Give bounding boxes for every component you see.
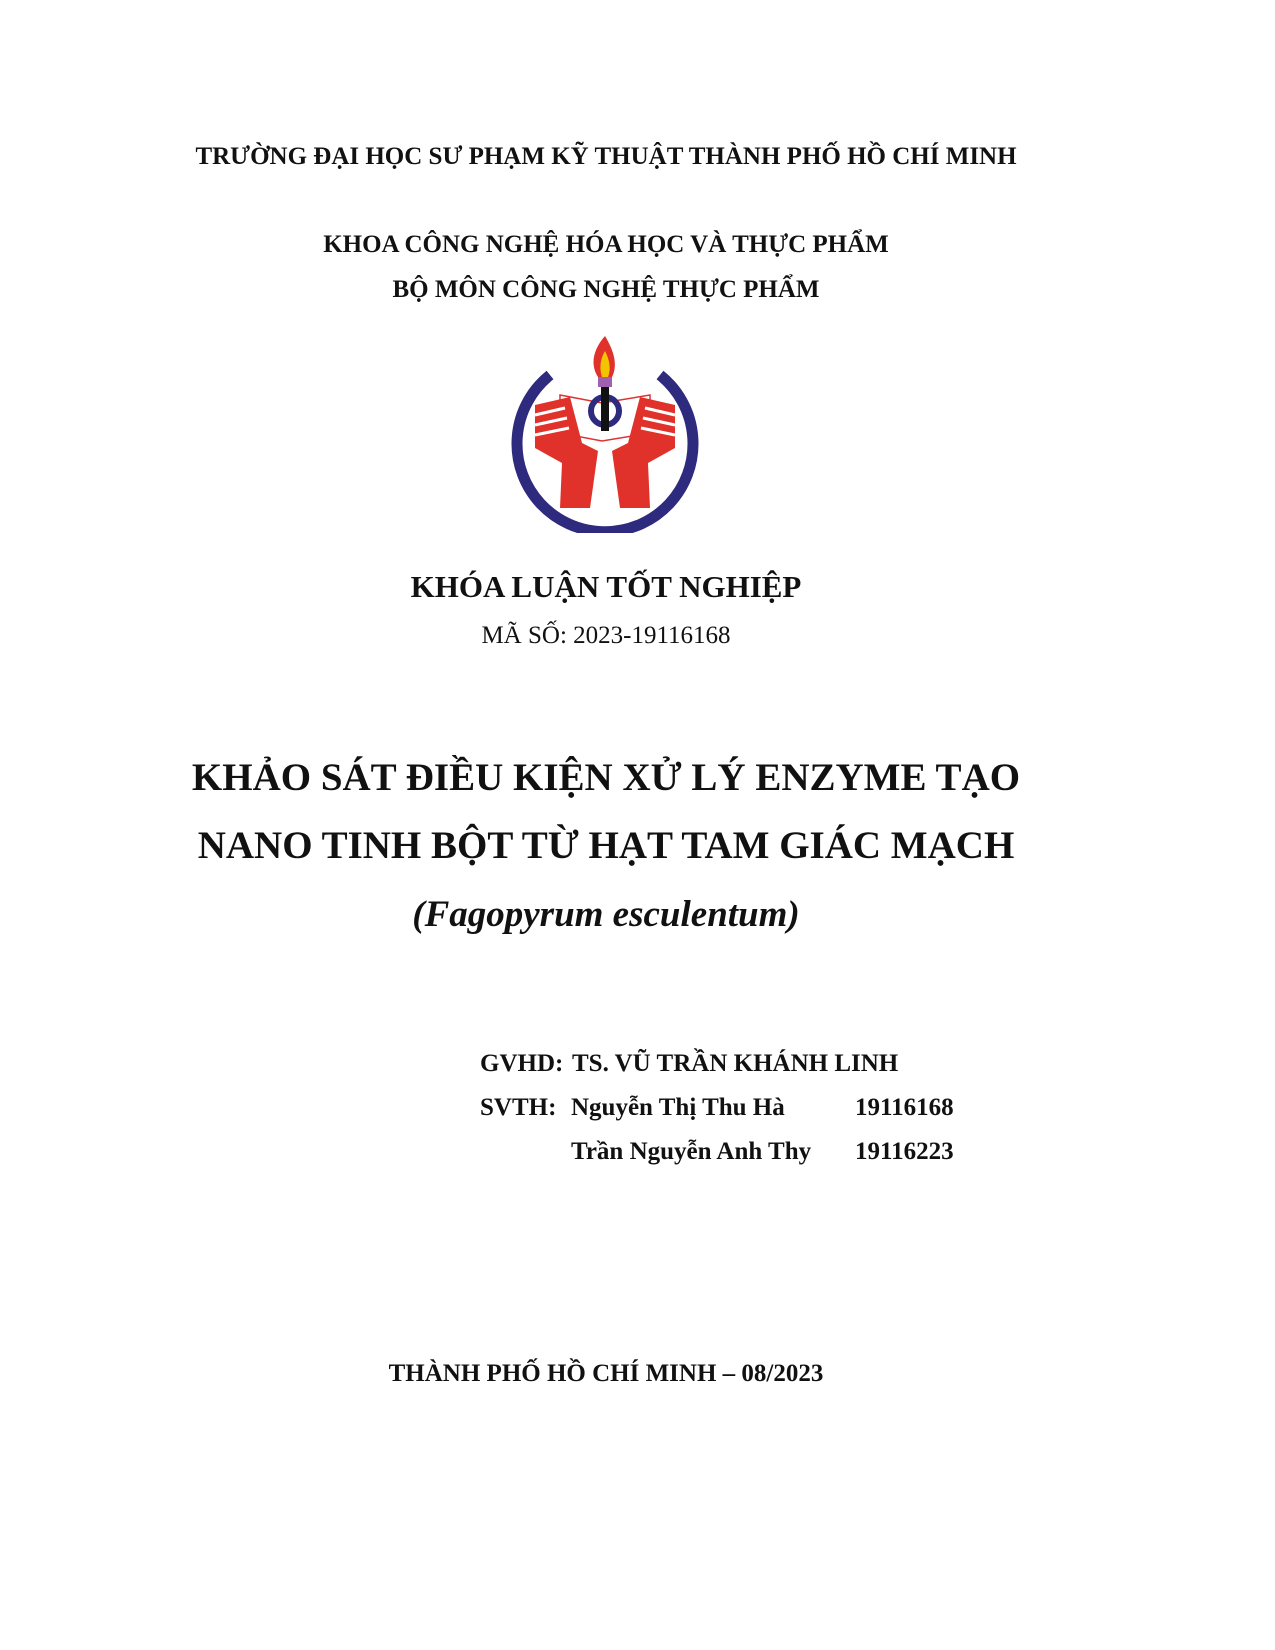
student-name: Nguyễn Thị Thu Hà [571, 1094, 785, 1121]
student-id: 19116168 [855, 1094, 954, 1121]
thesis-type: KHÓA LUẬN TỐT NGHIỆP [410, 569, 802, 604]
student-name: Trần Nguyễn Anh Thy [571, 1138, 812, 1165]
department-name: BỘ MÔN CÔNG NGHỆ THỰC PHẨM [392, 276, 820, 303]
university-logo [510, 333, 700, 533]
thesis-title-scientific-name: (Fagopyrum esculentum) [412, 894, 800, 935]
thesis-title-line2: NANO TINH BỘT TỪ HẠT TAM GIÁC MẠCH [197, 824, 1015, 867]
faculty-name: KHOA CÔNG NGHỆ HÓA HỌC VÀ THỰC PHẨM [323, 231, 889, 258]
university-name: TRƯỜNG ĐẠI HỌC SƯ PHẠM KỸ THUẬT THÀNH PHỐ HỒ CHÍ MINH [195, 143, 1017, 170]
students-label: SVTH: [480, 1094, 557, 1121]
advisor-label: GVHD: [480, 1050, 564, 1077]
place-date: THÀNH PHỐ HỒ CHÍ MINH – 08/2023 [388, 1360, 824, 1387]
student-id: 19116223 [855, 1138, 954, 1165]
thesis-title-line1: KHẢO SÁT ĐIỀU KIỆN XỬ LÝ ENZYME TẠO [191, 756, 1021, 799]
advisor-name: TS. VŨ TRẦN KHÁNH LINH [572, 1050, 899, 1077]
torch-icon [601, 383, 609, 431]
thesis-code: MÃ SỐ: 2023-19116168 [481, 622, 731, 649]
